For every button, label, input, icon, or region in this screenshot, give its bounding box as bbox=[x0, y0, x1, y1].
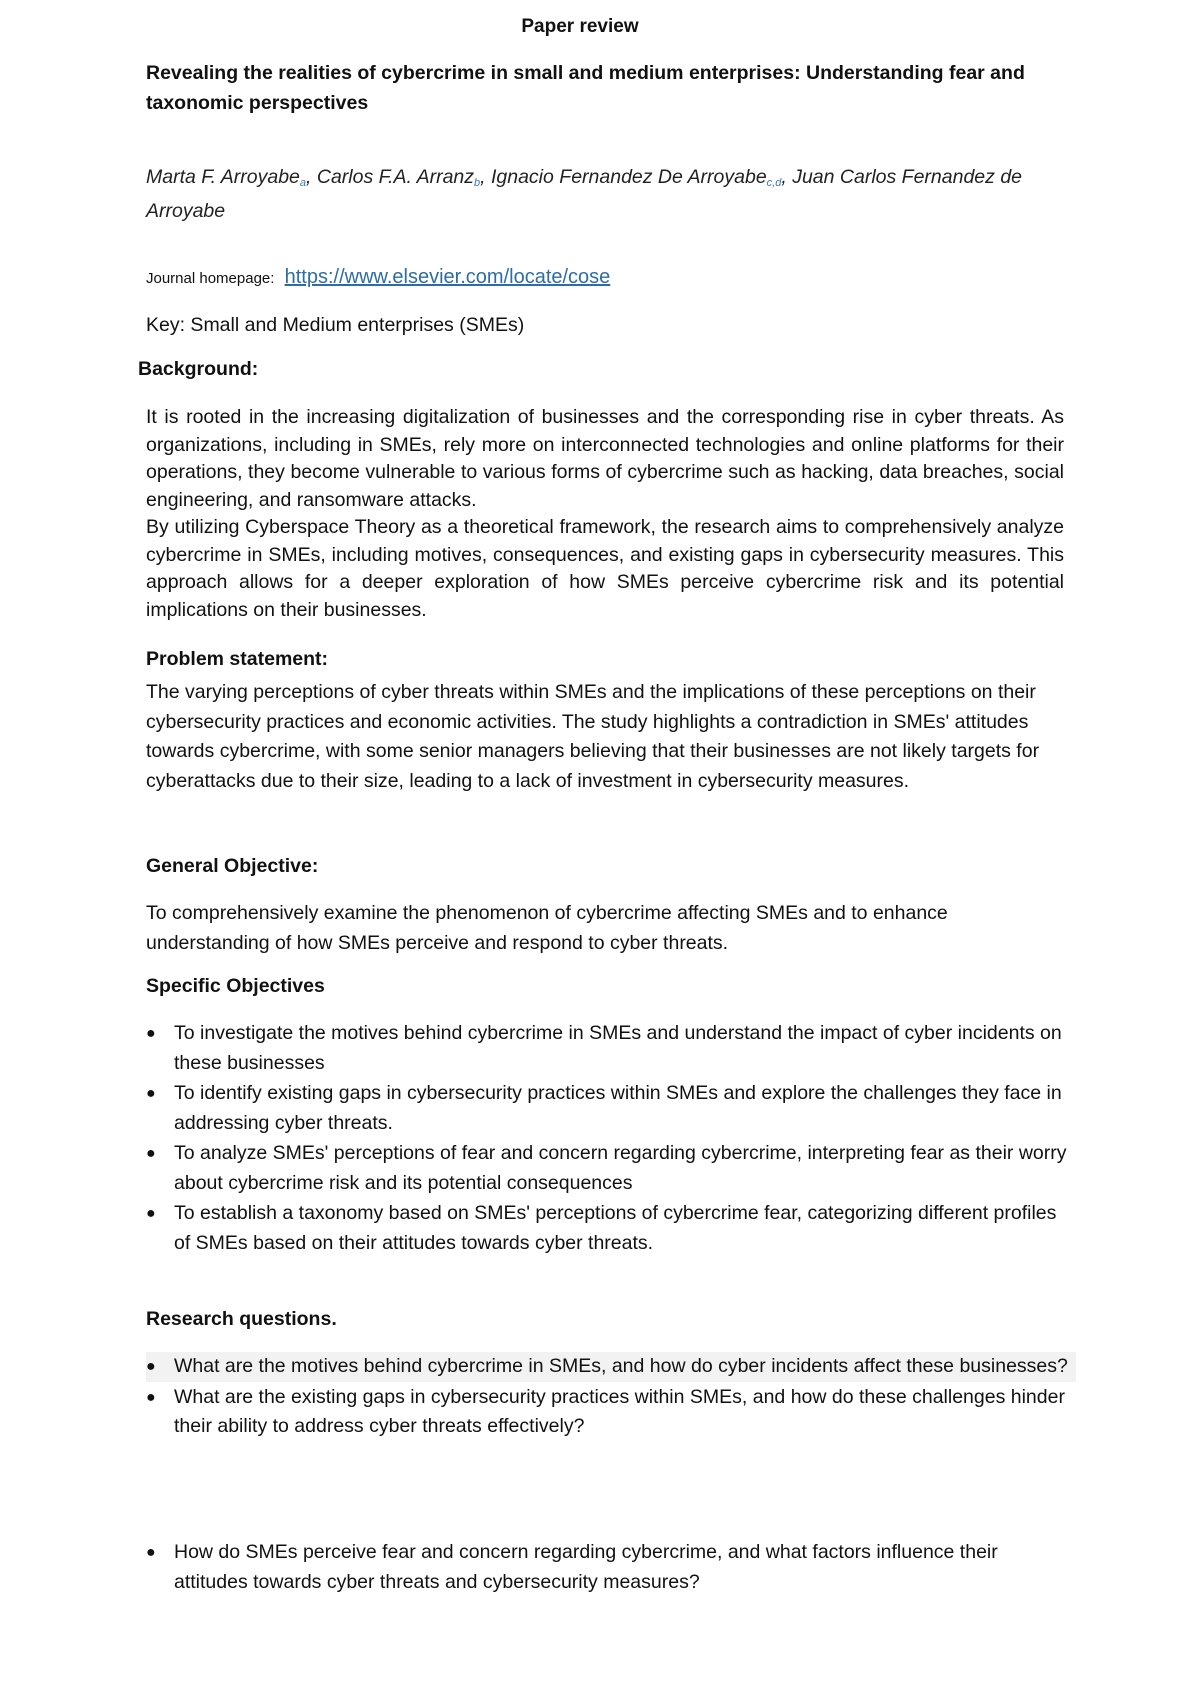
general-objective-text: To comprehensively examine the phenomenon of cybercrime affecting SMEs and to enhance understanding of how SMEs perceive and respond to cyber threats. bbox=[146, 902, 948, 954]
list-item: ● To investigate the motives behind cybercrime in SMEs and understand the impact of cyber incidents on these businesses bbox=[146, 1019, 1076, 1078]
bullet-icon: ● bbox=[146, 1205, 156, 1222]
research-questions-heading: Research questions. bbox=[146, 1308, 337, 1330]
research-questions-list-continued bbox=[146, 1538, 1076, 1598]
author-affiliation: b bbox=[474, 177, 481, 189]
specific-objectives-heading: Specific Objectives bbox=[146, 975, 325, 997]
list-item: ● How do SMEs perceive fear and concern regarding cybercrime, and what factors influence their attitudes towards cyber threats and cybersecurity measures? bbox=[146, 1538, 1076, 1597]
author-affiliation: a bbox=[299, 177, 307, 189]
background-heading: Background: bbox=[138, 358, 259, 380]
bullet-icon: ● bbox=[146, 1145, 156, 1162]
journal-link[interactable]: https://www.elsevier.com/locate/cose bbox=[284, 266, 611, 288]
author-name: Juan Carlos Fernandez de Arroyabe bbox=[146, 166, 1023, 222]
author-name: Marta F. Arroyabe bbox=[146, 166, 300, 188]
problem-heading: Problem statement: bbox=[146, 648, 329, 670]
list-item: ● To identify existing gaps in cybersecurity practices within SMEs and explore the challenges they face in addressing cyber threats. bbox=[146, 1079, 1076, 1138]
background-paragraph: It is rooted in the increasing digitalization of businesses and the corresponding rise in cyber threats. As organizations, including in SMEs, rely more on interconnected technologies and online platforms for their operations, they become vulnerable to various forms of cybercrime such as hacking, data breaches, social engineering, and ransomware attacks. bbox=[146, 406, 1064, 511]
author-list: Marta F. Arroyabe$_a$, Carlos F.A. Arranz$_b$, Ignacio Fernandez De Arroyabe$_{c,d}$, Juan Carlos Fernandez de Arroyabe bbox=[146, 166, 1023, 222]
list-item: ● To analyze SMEs' perceptions of fear and concern regarding cybercrime, interpreting fear as their worry about cybercrime risk and its potential consequences bbox=[146, 1139, 1076, 1198]
bullet-icon: ● bbox=[146, 1085, 156, 1102]
research-questions-list bbox=[146, 1352, 1076, 1443]
journal-line bbox=[146, 266, 610, 289]
journal-label: Journal homepage: bbox=[146, 270, 275, 287]
page-header: Paper review bbox=[521, 16, 639, 37]
list-item: ● What are the existing gaps in cybersecurity practices within SMEs, and how do these challenges hinder their ability to address cyber threats effectively? bbox=[146, 1383, 1076, 1442]
background-body bbox=[146, 404, 1064, 624]
bullet-icon: ● bbox=[146, 1388, 156, 1406]
paper-title: Revealing the realities of cybercrime in small and medium enterprises: Understanding fear and taxonomic perspectives bbox=[146, 62, 1025, 114]
author-name: Ignacio Fernandez De Arroyabe bbox=[490, 166, 767, 188]
author-affiliation: c,d bbox=[766, 177, 782, 189]
list-item: ● To establish a taxonomy based on SMEs' perceptions of cybercrime fear, categorizing different profiles of SMEs based on their attitudes towards cyber threats. bbox=[146, 1199, 1076, 1258]
author-name: Carlos F.A. Arranz bbox=[316, 166, 475, 188]
list-item: ● What are the motives behind cybercrime in SMEs, and how do cyber incidents affect these businesses? bbox=[146, 1352, 1076, 1382]
bullet-icon: ● bbox=[146, 1544, 156, 1561]
problem-text: The varying perceptions of cyber threats within SMEs and the implications of these perceptions on their cybersecurity practices and economic activities. The study highlights a contradiction in SMEs' attitudes towards cybercrime, with some senior managers believing that their businesses are not likely targets for cyberattacks due to their size, leading to a lack of investment in cybersecurity measures. bbox=[146, 681, 1040, 792]
background-paragraph: By utilizing Cyberspace Theory as a theoretical framework, the research aims to comprehensively analyze cybercrime in SMEs, including motives, consequences, and existing gaps in cybersecurity measures. This approach allows for a deeper exploration of how SMEs perceive cybercrime risk and its potential implications on their businesses. bbox=[146, 516, 1064, 621]
key-line: Key: Small and Medium enterprises (SMEs) bbox=[146, 314, 525, 336]
bullet-icon: ● bbox=[146, 1025, 156, 1042]
general-objective-heading: General Objective: bbox=[146, 855, 319, 877]
specific-objectives-list bbox=[146, 1019, 1076, 1259]
bullet-icon: ● bbox=[146, 1358, 156, 1375]
